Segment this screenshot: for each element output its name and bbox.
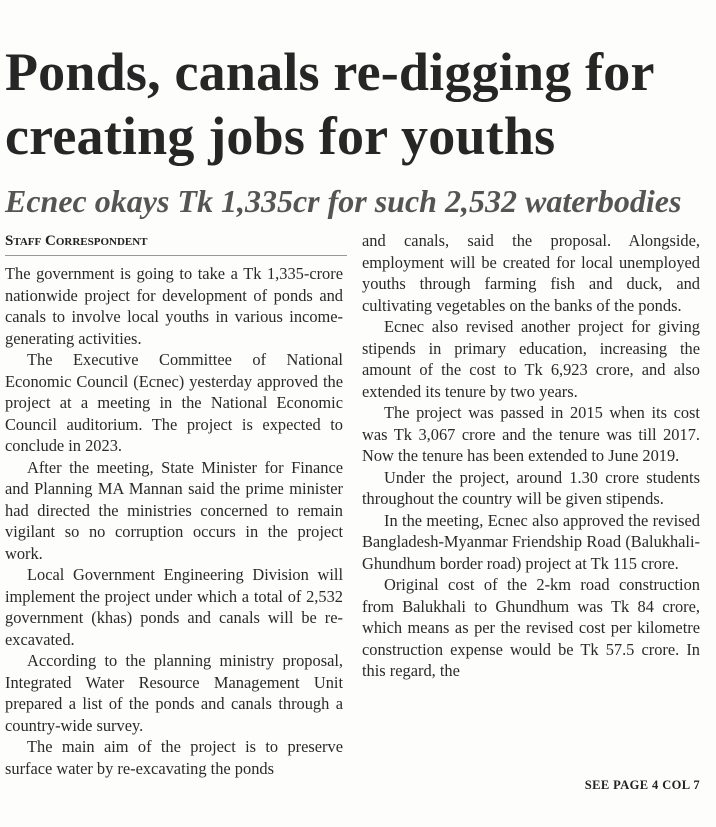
article-column-left: [5, 263, 343, 779]
paragraph: The government is going to take a Tk 1,335-crore nationwide project for development of ponds and canals to involve local youths in various income-generating activities.: [5, 264, 343, 348]
paragraph: According to the planning ministry proposal, Integrated Water Resource Management Unit prepared a list of the ponds and canals through a country-wide survey.: [5, 651, 343, 735]
byline: Staff Correspondent: [5, 232, 347, 256]
paragraph: In the meeting, Ecnec also approved the revised Bangladesh-Myanmar Friendship Road (Balukhali-Ghundhum border road) project at Tk 115 crore.: [362, 510, 700, 573]
paragraph: Local Government Engineering Division will implement the project under which a total of 2,532 government (khas) ponds and canals will be re-excavated.: [5, 565, 343, 649]
paragraph: and canals, said the proposal. Alongside, employment will be created for local unemployed youths through farming fish and duck, and cultivating vegetables on the banks of the ponds.: [362, 231, 700, 315]
article-column-right: [362, 230, 700, 682]
continued-on-page-note[interactable]: SEE PAGE 4 COL 7: [584, 778, 700, 792]
paragraph: The project was passed in 2015 when its cost was Tk 3,067 crore and the tenure was till 2017. Now the tenure has been extended to June 2019.: [362, 403, 700, 465]
subheadline: Ecnec okays Tk 1,335cr for such 2,532 waterbodies: [5, 183, 682, 219]
paragraph: Under the project, around 1.30 crore students throughout the country will be given stipends.: [362, 467, 700, 508]
paragraph: Ecnec also revised another project for giving stipends in primary education, increasing the amount of the cost to Tk 6,923 crore, and also extended its tenure by two years.: [362, 317, 700, 401]
paragraph: After the meeting, State Minister for Finance and Planning MA Mannan said the prime minister had directed the ministries concerned to remain vigilant so no corruption occurs in the project work.: [5, 457, 343, 563]
paragraph: The main aim of the project is to preserve surface water by re-excavating the ponds: [5, 737, 343, 778]
headline: Ponds, canals re-digging for creating jobs for youths: [5, 42, 654, 166]
paragraph: The Executive Committee of National Economic Council (Ecnec) yesterday approved the project at a meeting in the National Economic Council auditorium. The project is expected to conclude in 2023.: [5, 350, 343, 455]
paragraph: Original cost of the 2-km road construction from Balukhali to Ghundhum was Tk 84 crore, which means as per the revised cost per kilometre construction expense would be Tk 57.5 crore. In this regard, the: [362, 575, 700, 680]
